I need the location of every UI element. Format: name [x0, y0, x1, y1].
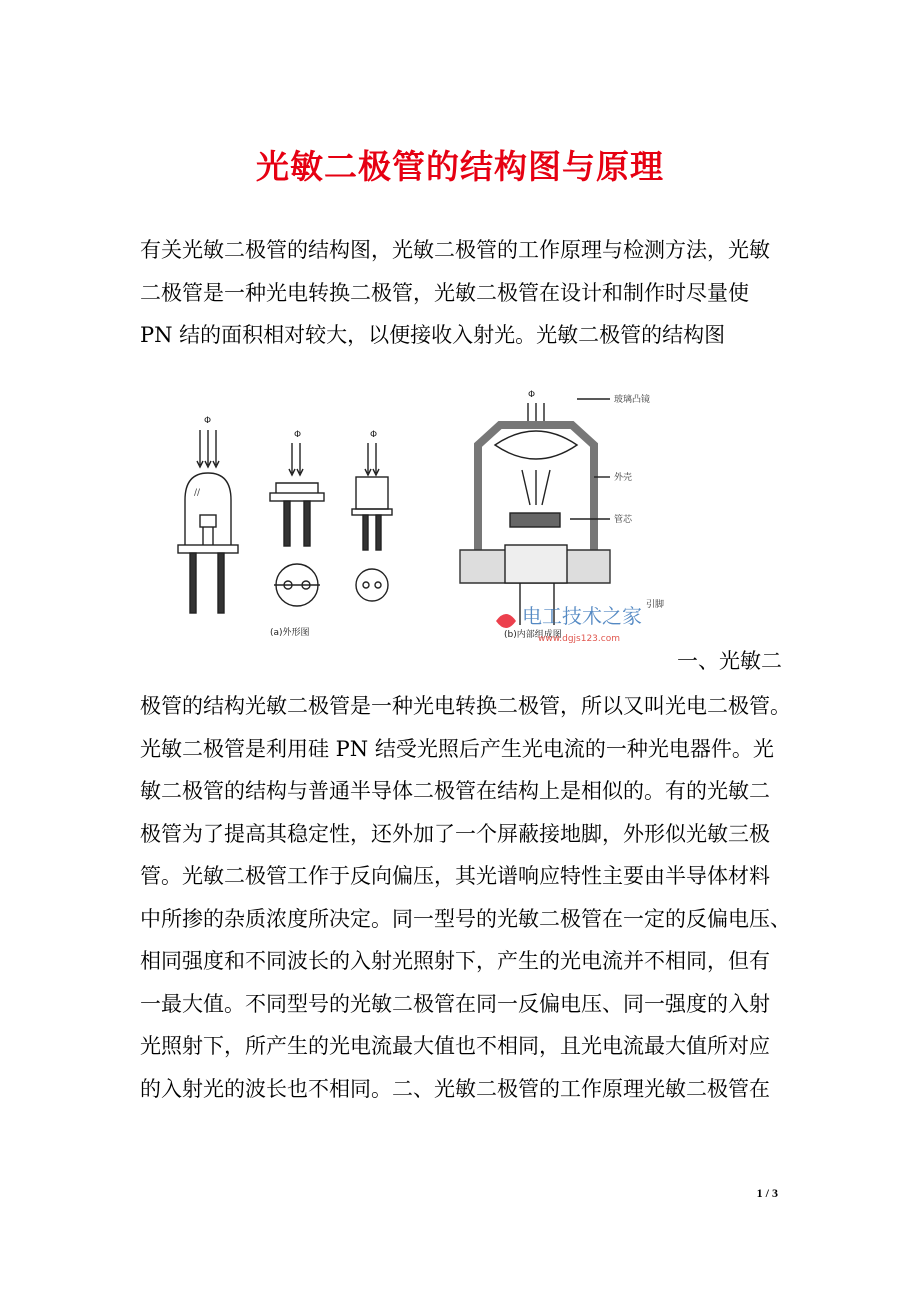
diode-small-can-drawing	[352, 430, 392, 601]
photodiode-structure-figure	[170, 385, 670, 650]
svg-text:∕∕: ∕∕	[194, 488, 201, 498]
text-line: 的入射光的波长也不相同。二、光敏二极管的工作原理光敏二极管在	[140, 1076, 770, 1101]
text-line: 光敏二极管是利用硅 PN 结受光照后产生光电流的一种光电器件。光	[140, 736, 774, 761]
section-heading-start: 一、光敏二	[677, 649, 782, 673]
page-number: 1 / 3	[756, 1186, 778, 1200]
phi-label-2: Φ	[294, 430, 302, 440]
text-line: 管。光敏二极管工作于反向偏压，其光谱响应特性主要由半导体材料	[140, 864, 770, 888]
page-title: 光敏二极管的结构图与原理	[256, 147, 664, 186]
text-line: 有关光敏二极管的结构图，光敏二极管的工作原理与检测方法，光敏	[140, 238, 770, 262]
watermark-url: www.dgjs123.com	[538, 634, 620, 644]
text-line: 相同强度和不同波长的入射光照射下，产生的光电流并不相同，但有	[140, 949, 770, 973]
diode-can-drawing	[270, 430, 324, 606]
label-core: 管芯	[614, 515, 633, 525]
text-line: 极管为了提高其稳定性，还外加了一个屏蔽接地脚，外形似光敏三极	[140, 821, 770, 846]
diode-dome-drawing	[178, 416, 238, 613]
label-shell: 外壳	[614, 473, 633, 483]
phi-label-4: Φ	[528, 390, 536, 400]
phi-label-1: Φ	[204, 416, 212, 426]
text-line: 一最大值。不同型号的光敏二极管在同一反偏电压、同一强度的入射	[140, 991, 770, 1016]
label-lead: 引脚	[646, 600, 665, 610]
text-line: 光照射下，所产生的光电流最大值也不相同，且光电流最大值所对应	[140, 1034, 770, 1058]
text-line: 极管的结构光敏二极管是一种光电转换二极管，所以又叫光电二极管。	[140, 694, 791, 718]
label-lens: 玻璃凸镜	[614, 395, 651, 405]
caption-b: (b)内部组成图	[504, 630, 562, 640]
watermark-text: 电工技术之家	[522, 604, 642, 628]
phi-label-3: Φ	[370, 430, 378, 440]
text-line: 二极管是一种光电转换二极管，光敏二极管在设计和制作时尽量使	[140, 280, 749, 305]
internal-structure-drawing	[460, 390, 664, 625]
intro-paragraph	[140, 229, 790, 357]
text-line: 中所掺的杂质浓度所决定。同一型号的光敏二极管在一定的反偏电压、	[140, 906, 791, 931]
caption-a: (a)外形图	[270, 628, 310, 638]
text-line: PN 结的面积相对较大，以便接收入射光。光敏二极管的结构图	[140, 323, 726, 347]
text-line: 敏二极管的结构与普通半导体二极管在结构上是相似的。有的光敏二	[140, 779, 770, 803]
body-paragraph	[140, 685, 790, 1110]
